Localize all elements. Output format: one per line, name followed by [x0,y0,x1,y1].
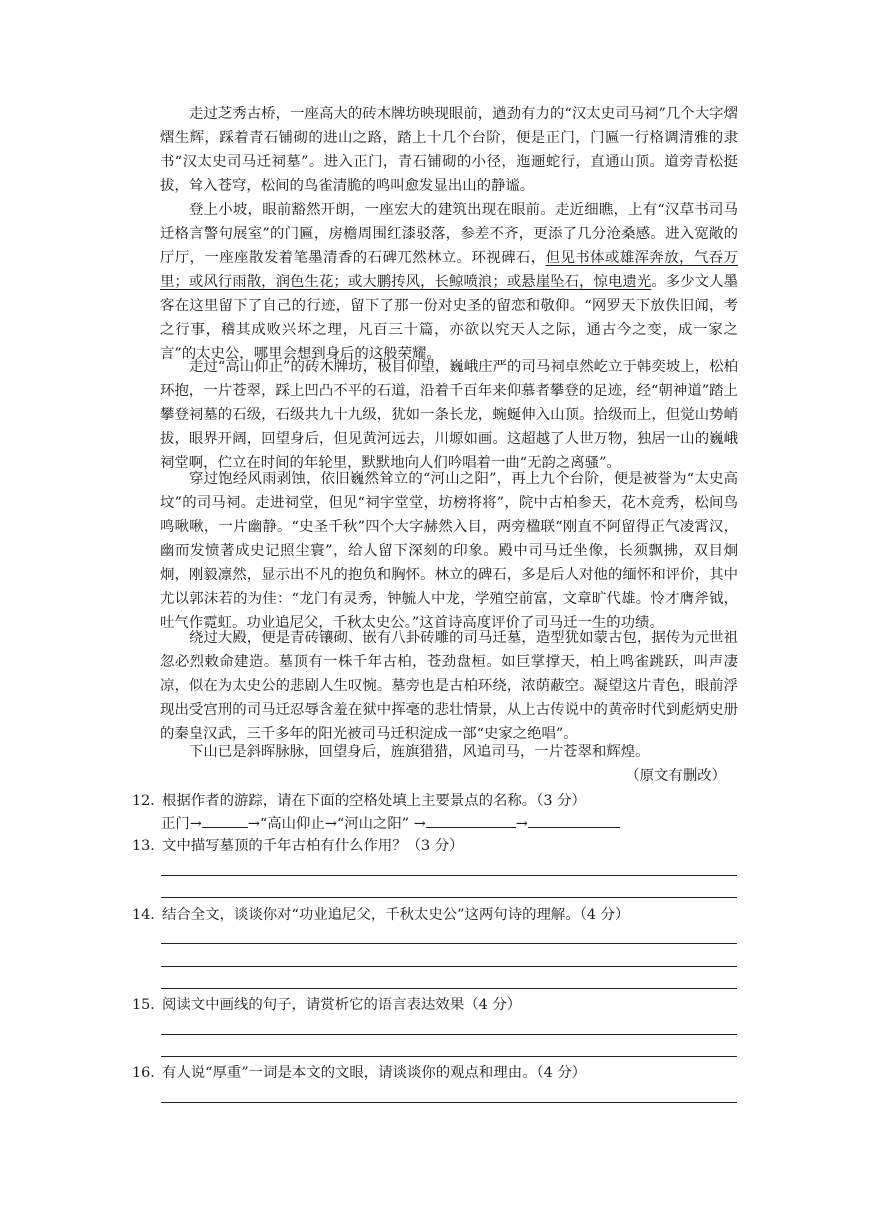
answer-line-14-3[interactable] [161,988,737,989]
question-15-number: 15． [132,997,165,1013]
question-13-number: 13． [132,838,165,854]
answer-line-14-2[interactable] [161,966,737,967]
question-12 [132,789,742,813]
answer-line-13-1[interactable] [161,875,737,876]
paragraph-2-part-a: 登上小坡，眼前豁然开朗，一座宏大的建筑出现在眼前。走近细瞧，上有“汉草书司马迁格言警句展室”的门匾，房檐周围红漆驳落，参差不齐，更添了几分沧桑感。进入宽敞的厅厅，一座座散发着笔墨清香的石碑兀然林立。环视碑石， [160,202,738,266]
paragraph-3: 走过“高山仰止”的砖木牌坊，极目仰望，巍峨庄严的司马祠卓然屹立于韩奕坡上，松柏环抱，一片苍翠，踩上凹凸不平的石道，沿着千百年来仰慕者攀登的足迹，经“朝神道”踏上攀登祠墓的石级，石级共九十九级，犹如一条长龙，蜿蜒伸入山顶。拾级而上，但觉山势峭拔，眼界开阔，回望身后，但见黄河远去，川塬如画。这超越了人世万物，独居一山的巍峨祠堂啊，伫立在时间的年轮里，默默地向人们吟唱着一曲“无韵之离骚”。 [160,359,738,471]
answer-blank-1[interactable] [202,812,248,828]
question-13-text: 文中描写墓顶的千年古柏有什么作用？（3 分） [162,838,464,854]
question-12-route [161,812,620,836]
question-14-text: 结合全文，谈谈你对“功业追尼父，千秋太史公”这两句诗的理解。（4 分） [162,907,630,923]
question-12-text: 根据作者的游踪，请在下面的空格处填上主要景点的名称。（3 分） [162,793,586,809]
question-13 [132,834,742,858]
question-15-text: 阅读文中画线的句子，请赏析它的语言表达效果（4 分） [162,997,522,1013]
answer-line-14-1[interactable] [161,943,737,944]
paragraph-5: 绕过大殿，便是青砖镶砌、嵌有八卦砖雕的司马迁墓，造型犹如蒙古包，据传为元世祖忽必烈敕命建造。墓顶有一株千年古柏，苍劲盘桓。如巨掌撑天，柏上鸣雀跳跃，叫声凄凉，似在为太史公的悲剧人生叹惋。墓旁也是古柏环绕，浓荫蔽空。凝望这片青色，眼前浮现出受宫刑的司马迁忍辱含羞在狱中挥毫的悲壮情景，从上古传说中的黄帝时代到彪炳史册的秦皇汉武，三千多年的阳光被司马迁积淀成一部“史家之绝唱”。 [160,630,738,742]
answer-blank-3[interactable] [528,812,620,828]
route-arrow-1: →“高山仰止→“河山之阳” → [247,816,426,832]
question-14-number: 14． [132,907,165,923]
question-16-number: 16． [132,1065,165,1081]
answer-line-13-2[interactable] [161,897,737,898]
paragraph-6: 下山已是斜晖脉脉，回望身后，旌旗猎猎，风追司马，一片苍翠和辉煌。 [189,744,650,760]
answer-line-16-1[interactable] [161,1102,737,1103]
question-14 [132,903,742,927]
answer-line-15-1[interactable] [161,1034,737,1035]
route-start: 正门→ [161,816,202,832]
answer-blank-2[interactable] [426,812,516,828]
question-16 [132,1061,742,1085]
question-15 [132,993,742,1017]
paragraph-2-part-b: 。多少文人墨客在这里留下了自己的行迹，留下了那一份对史圣的留恋和敬仰。“网罗天下放佚旧闻，考之行事，稽其成败兴坏之理，凡百三十篇，亦欲以究天人之际，通古今之变，成一家之言”的太史公，哪里会想到身后的这般荣耀。 [160,274,738,362]
paragraph-2 [160,198,738,366]
question-16-text: 有人说“厚重”一词是本文的文眼，请谈谈你的观点和理由。（4 分） [162,1065,587,1081]
paragraph-4: 穿过饱经风雨剥蚀，依旧巍然耸立的“河山之阳”，再上九个台阶，便是被誉为“太史高坟”的司马祠。走进祠堂，但见“祠宇堂堂，坊榜将将”，院中古柏参天，花木竞秀，松间鸟鸣啾啾，一片幽静。“史圣千秋”四个大字赫然入目，两旁楹联“刚直不阿留得正气凌霄汉，幽而发愤著成史记照尘寰”，给人留下深刻的印象。殿中司马迁坐像，长须飘拂，双目炯炯，刚毅凛然，显示出不凡的抱负和胸怀。林立的碑石，多是后人对他的缅怀和评价，其中尤以郭沫若的为佳：“龙门有灵秀，钟毓人中龙，学殖空前富，文章旷代雄。怜才膺斧钺，吐气作霓虹。功业追尼父，千秋太史公。”这首诗高度评价了司马迁一生的功绩。 [160,471,738,631]
question-12-number: 12． [132,793,165,809]
source-note: （原文有删改） [625,768,726,784]
route-arrow-2: → [515,816,528,832]
paragraph-1: 走过芝秀古桥，一座高大的砖木牌坊映现眼前，遒劲有力的“汉太史司马祠”几个大字熠熠生辉，踩着青石铺砌的进山之路，踏上十几个台阶，便是正门，门匾一行格调清雅的隶书“汉太史司马迁祠墓”。进入正门，青石铺砌的小径，迤逦蛇行，直通山顶。道旁青松挺拔，耸入苍穹，松间的鸟雀清脆的鸣叫愈发显出山的静谧。 [160,106,738,194]
answer-line-15-2[interactable] [161,1056,737,1057]
underlined-sentence: 但见书体或雄浑奔放，气吞万里；或风行雨散，润色生花；或大鹏抟风，长鲸喷浪；或悬崖坠石，惊电遗光 [160,250,738,290]
